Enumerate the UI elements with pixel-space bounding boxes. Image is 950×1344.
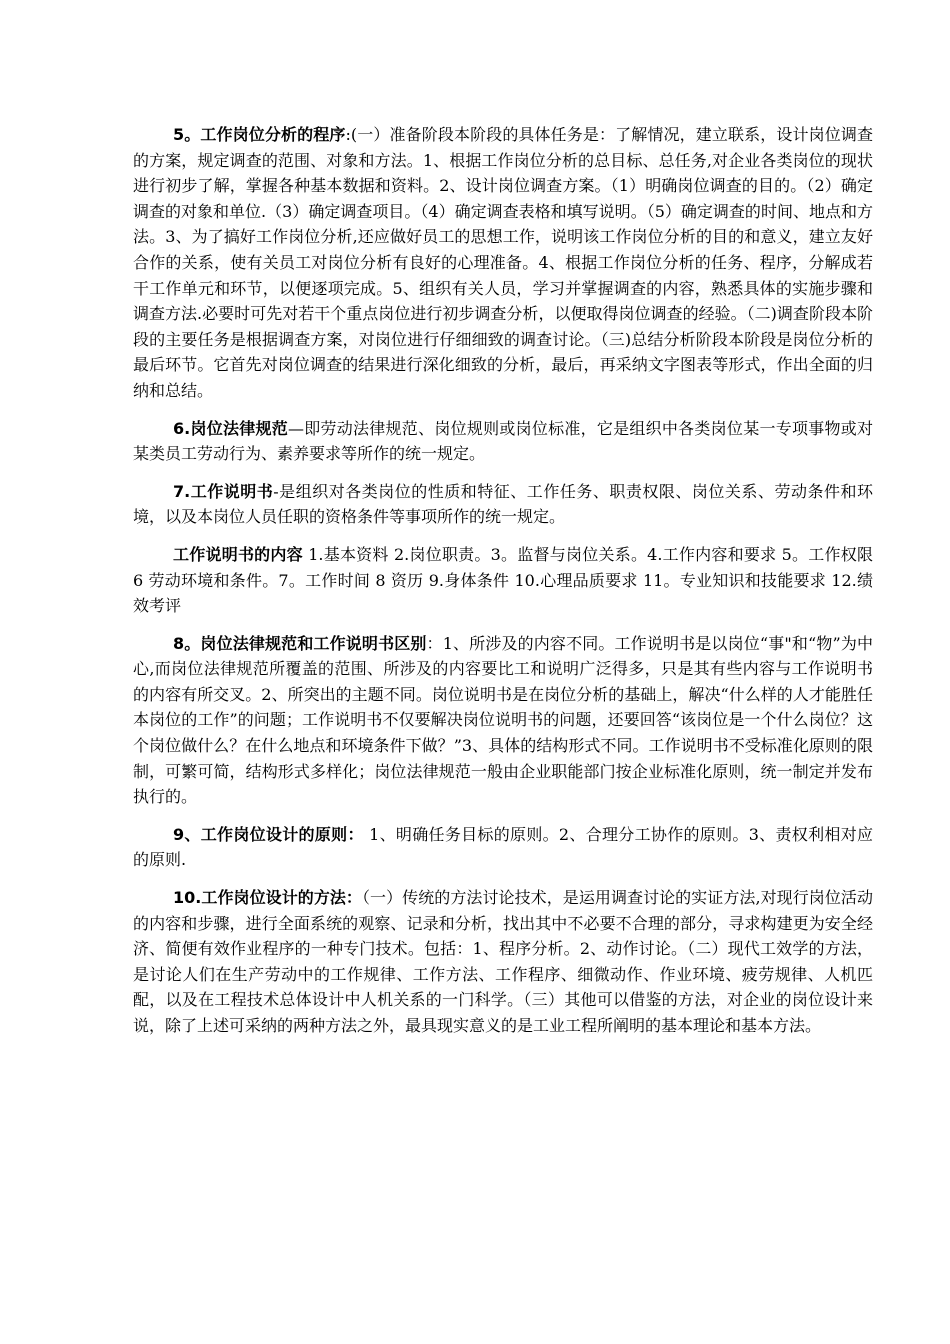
paragraph-heading: 10.工作岗位设计的方法：	[173, 888, 362, 908]
paragraph-6	[133, 416, 873, 467]
paragraph-body: ：1、所涉及的内容不同。工作说明书是以岗位“事"和“物”为中心,而岗位法律规范所覆盖的范围、所涉及的内容要比工和说明广泛得多，只是其有些内容与工作说明书的内容有所交叉。2、所突出的主题不同。岗位说明书是在岗位分析的基础上，解决“什么样的人才能胜任本岗位的工作”的问题；工作说明书不仅要解决岗位说明书的问题，还要回答“该岗位是一个什么岗位？这个岗位做什么？在什么地点和环境条件下做？”3、具体的结构形式不同。工作说明书不受标准化原则的限制，可繁可简，结构形式多样化；岗位法律规范一般由企业职能部门按企业标准化原则，统一制定并发布执行的。	[133, 633, 873, 807]
paragraph-9	[133, 822, 873, 873]
paragraph-heading: 5。工作岗位分析的程序	[173, 125, 346, 144]
paragraph-heading: 工作说明书的内容	[173, 544, 303, 564]
paragraph-heading: 6.岗位法律规范	[173, 418, 289, 438]
paragraph-7	[133, 479, 873, 530]
paragraph-10	[133, 885, 873, 1039]
paragraph-heading: 7.工作说明书	[173, 481, 274, 501]
paragraph-body: 1.基本资料 2.岗位职责。3。监督与岗位关系。4.工作内容和要求 5。工作权限 6 劳动环境和条件。7。工作时间 8 资历 9.身体条件 10.心理品质要求 11。专业知识和技能要求 12.绩效考评	[133, 544, 873, 616]
paragraph-body: -是组织对各类岗位的性质和特征、工作任务、职责权限、岗位关系、劳动条件和环境，以及本岗位人员任职的资格条件等事项所作的统一规定。	[133, 481, 873, 527]
paragraph-body: 1、明确任务目标的原则。2、合理分工协作的原则。3、责权利相对应的原则.	[133, 824, 873, 870]
paragraph-heading: 8。岗位法律规范和工作说明书区别	[173, 633, 427, 653]
paragraph-body: :(一）准备阶段本阶段的具体任务是：了解情况，建立联系，设计岗位调查的方案，规定调查的范围、对象和方法。1、根据工作岗位分析的总目标、总任务,对企业各类岗位的现状进行初步了解，掌握各种基本数据和资料。2、设计岗位调查方案。（1）明确岗位调查的目的。（2）确定调查的对象和单位.（3）确定调查项目。（4）确定调查表格和填写说明。（5）确定调查的时间、地点和方法。3、为了搞好工作岗位分析,还应做好员工的思想工作，说明该工作岗位分析的目的和意义，建立友好合作的关系，使有关员工对岗位分析有良好的心理准备。4、根据工作岗位分析的任务、程序，分解成若干工作单元和环节，以便逐项完成。5、组织有关人员，学习并掌握调查的内容，熟悉具体的实施步骤和调查方法.必要时可先对若干个重点岗位进行初步调查分析，以便取得岗位调查的经验。（二)调查阶段本阶段的主要任务是根据调查方案，对岗位进行仔细细致的调查讨论。（三)总结分析阶段本阶段是岗位分析的最后环节。它首先对岗位调查的结果进行深化细致的分析，最后，再采纳文字图表等形式，作出全面的归纳和总结。	[133, 125, 873, 400]
paragraph-body: （一）传统的方法讨论技术，是运用调查讨论的实证方法,对现行岗位活动的内容和步骤，进行全面系统的观察、记录和分析，找出其中不必要不合理的部分，寻求构建更为安全经济、简便有效作业程序的一种专门技术。包括：1、程序分析。2、动作讨论。（二）现代工效学的方法，是讨论人们在生产劳动中的工作规律、工作方法、工作程序、细微动作、作业环境、疲劳规律、人机匹配，以及在工程技术总体设计中人机关系的一门科学。（三）其他可以借鉴的方法，对企业的岗位设计来说，除了上述可采纳的两种方法之外，最具现实意义的是工业工程所阐明的基本理论和基本方法。	[133, 888, 873, 1035]
paragraph-heading: 9、工作岗位设计的原则：	[173, 824, 364, 844]
paragraph-8	[133, 631, 873, 810]
paragraph-body: —即劳动法律规范、岗位规则或岗位标准，它是组织中各类岗位某一专项事物或对某类员工劳动行为、素养要求等所作的统一规定。	[133, 418, 873, 464]
paragraph-contents	[133, 542, 873, 619]
paragraph-5	[133, 122, 873, 404]
document-page	[133, 122, 873, 1051]
